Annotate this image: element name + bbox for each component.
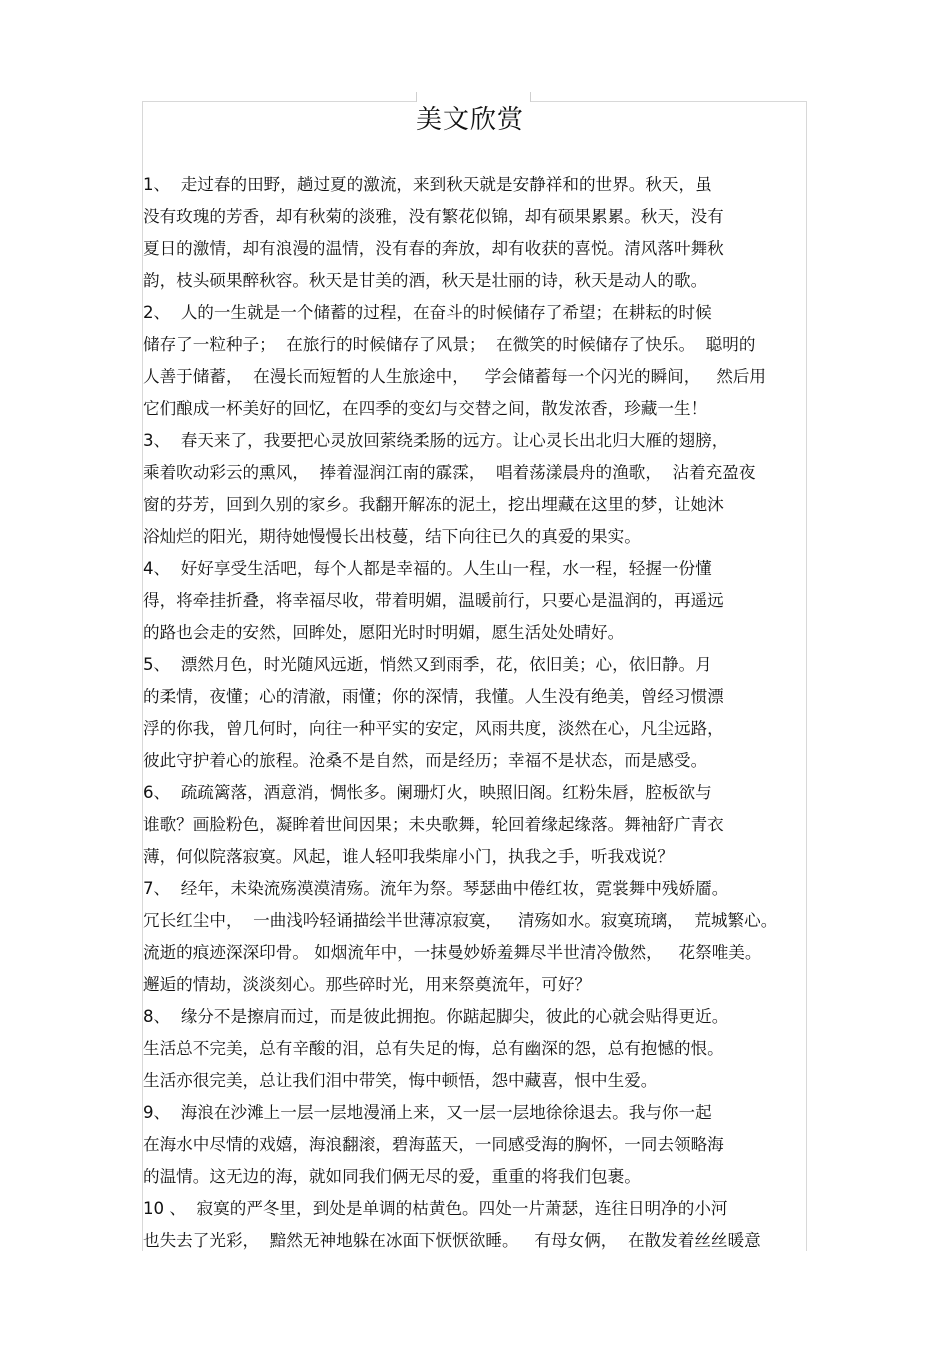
text-line: 的柔情，夜懂；心的清澈，雨懂；你的深情，我懂。人生没有绝美，曾经习惯漂 [143,687,724,706]
body-text [143,169,807,1257]
text-line: 彼此守护着心的旅程。沧桑不是自然，而是经历；幸福不是状态，而是感受。 [143,751,708,770]
text-line: 流逝的痕迹深深印骨。 如烟流年中，一抹曼妙娇羞舞尽半世清冷傲然， 花祭唯美。 [143,943,762,962]
text-line: 3、 春天来了，我要把心灵放回萦绕柔肠的远方。让心灵长出北归大雁的翅膀， [143,431,729,450]
text-line: 10 、 寂寞的严冬里，到处是单调的枯黄色。四处一片萧瑟，连往日明净的小河 [143,1199,728,1218]
text-line: 储存了一粒种子； 在旅行的时候储存了风景； 在微笑的时候储存了快乐。 聪明的 [143,335,756,354]
text-line: 得，将牵挂折叠，将幸福尽收，带着明媚，温暖前行，只要心是温润的，再遥远 [143,591,724,610]
text-line: 邂逅的情劫，淡淡刻心。那些碎时光，用来祭奠流年，可好？ [143,975,592,994]
text-line: 生活亦很完美，总让我们泪中带笑，悔中顿悟，怨中藏喜，恨中生爱。 [143,1071,658,1090]
text-line: 也失去了光彩， 黯然无神地躲在冰面下恹恹欲睡。 有母女俩， 在散发着丝丝暖意 [143,1231,761,1250]
text-line: 人善于储蓄， 在漫长而短暂的人生旅途中， 学会储蓄每一个闪光的瞬间， 然后用 [143,367,766,386]
text-line: 5、 漂然月色，时光随风远逝，悄然又到雨季，花，依旧美；心，依旧静。月 [143,655,712,674]
text-line: 6、 疏疏篱落，酒意消，惆怅多。阑珊灯火，映照旧阁。红粉朱唇，腔板欲与 [143,783,712,802]
text-line: 夏日的激情，却有浪漫的温情，没有春的奔放，却有收获的喜悦。清风落叶舞秋 [143,239,724,258]
text-line: 韵，枝头硕果醉秋容。秋天是甘美的酒，秋天是壮丽的诗，秋天是动人的歌。 [143,271,708,290]
text-line: 8、 缘分不是擦肩而过，而是彼此拥抱。你踮起脚尖，彼此的心就会贴得更近。 [143,1007,729,1026]
text-line: 2、 人的一生就是一个储蓄的过程，在奋斗的时候储存了希望；在耕耘的时候 [143,303,712,322]
text-line: 浮的你我，曾几何时，向往一种平实的安定，风雨共度，淡然在心，凡尘远路， [143,719,724,738]
text-line: 在海水中尽情的戏嬉，海浪翻滚，碧海蓝天，一同感受海的胸怀，一同去领略海 [143,1135,724,1154]
text-line: 冗长红尘中， 一曲浅吟轻诵描绘半世薄凉寂寞， 清殇如水。寂寞琉璃， 荒城繁心。 [143,911,778,930]
text-line: 乘着吹动彩云的熏风， 捧着湿润江南的霡霂， 唱着荡漾晨舟的渔歌， 沾着充盈夜 [143,463,756,482]
page-title: 美文欣赏 [415,105,524,135]
text-line: 1、 走过春的田野，趟过夏的激流，来到秋天就是安静祥和的世界。秋天，虽 [143,175,712,194]
text-line: 没有玫瑰的芳香，却有秋菊的淡雅，没有繁花似锦，却有硕果累累。秋天，没有 [143,207,724,226]
text-line: 的路也会走的安然，回眸处，愿阳光时时明媚，愿生活处处晴好。 [143,623,625,642]
text-line: 浴灿烂的阳光，期待她慢慢长出枝蔓，结下向往已久的真爱的果实。 [143,527,641,546]
text-line: 薄，何似院落寂寞。风起，谁人轻叩我柴扉小门，执我之手，听我戏说？ [143,847,674,866]
text-line: 7、 经年，未染流殇漠漠清殇。流年为祭。琴瑟曲中倦红妆，霓裳舞中残娇靥。 [143,879,729,898]
text-line: 9、 海浪在沙滩上一层一层地漫涌上来，又一层一层地徐徐退去。我与你一起 [143,1103,712,1122]
text-line: 窗的芬芳，回到久别的家乡。我翻开解冻的泥土，挖出埋藏在这里的梦，让她沐 [143,495,724,514]
text-line: 生活总不完美，总有辛酸的泪，总有失足的悔，总有幽深的怨，总有抱憾的恨。 [143,1039,724,1058]
text-line: 它们酿成一杯美好的回忆，在四季的变幻与交替之间，散发浓香，珍藏一生！ [143,399,708,418]
text-line: 4、 好好享受生活吧，每个人都是幸福的。人生山一程，水一程，轻握一份懂 [143,559,712,578]
text-line: 谁歌？画脸粉色，凝眸着世间因果；未央歌舞，轮回着缘起缘落。舞袖舒广青衣 [143,815,724,834]
text-line: 的温情。这无边的海，就如同我们俩无尽的爱，重重的将我们包裹。 [143,1167,641,1186]
